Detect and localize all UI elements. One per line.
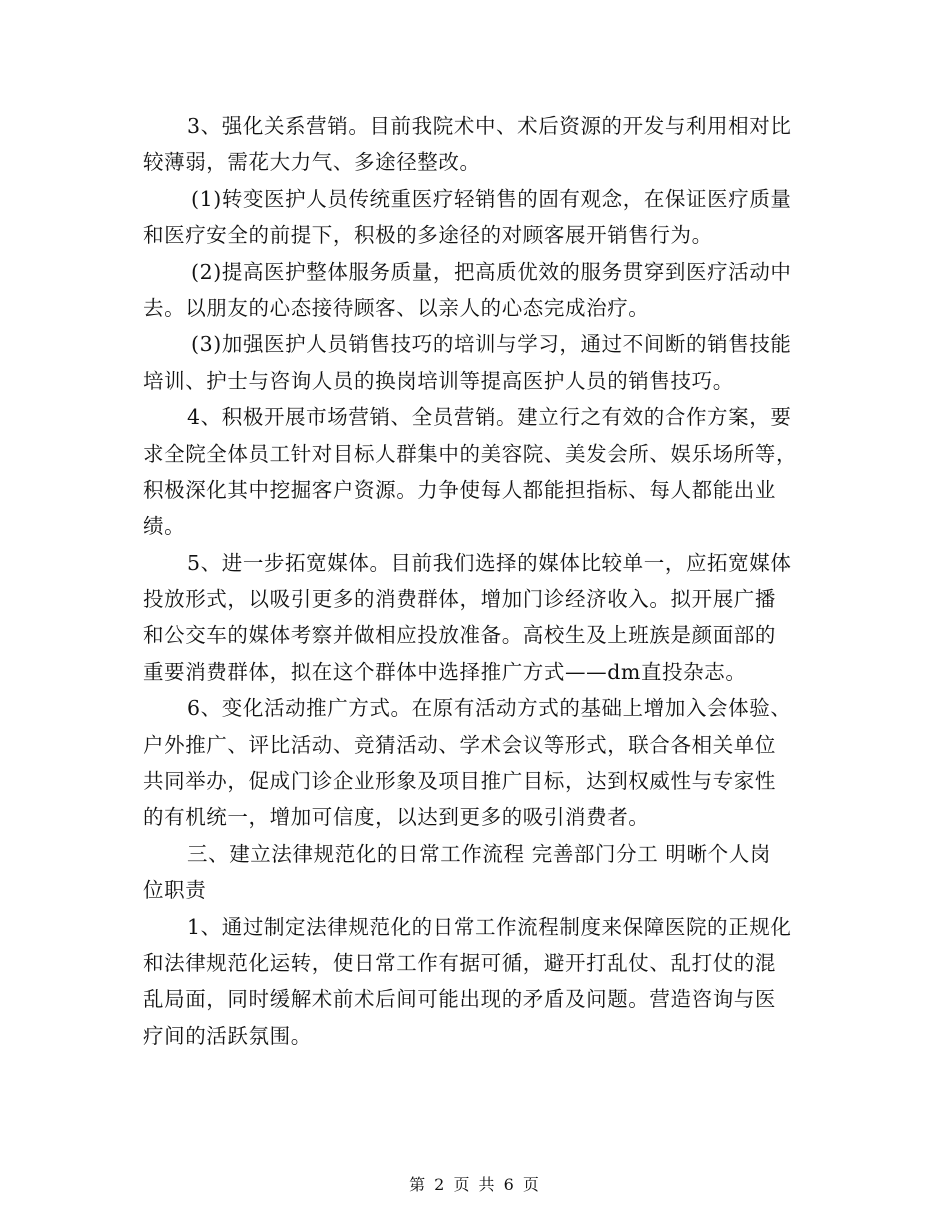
paragraph-line: 求全院全体员工针对目标人群集中的美容院、美发会所、娱乐场所等，	[143, 441, 798, 466]
paragraph-line: 乱局面，同时缓解术前术后间可能出现的矛盾及问题。营造咨询与医	[143, 987, 776, 1012]
paragraph-line: 较薄弱，需花大力气、多途径整改。	[143, 150, 481, 175]
paragraph-line: 积极深化其中挖掘客户资源。力争使每人都能担指标、每人都能出业	[143, 477, 776, 502]
paragraph-line: (2)提高医护整体服务质量，把高质优效的服务贯穿到医疗活动中	[191, 259, 792, 284]
paragraph-line: 绩。	[143, 514, 186, 539]
document-body	[143, 108, 807, 1054]
page-number-footer: 第 2 页 共 6 页	[409, 1175, 541, 1194]
paragraph-line: 户外推广、评比活动、竞猜活动、学术会议等形式，联合各相关单位	[143, 732, 776, 757]
paragraph-line: 的有机统一，增加可信度，以达到更多的吸引消费者。	[143, 805, 650, 830]
paragraph-line: 投放形式，以吸引更多的消费群体，增加门诊经济收入。拟开展广播	[143, 587, 776, 612]
paragraph-line: 1、通过制定法律规范化的日常工作流程制度来保障医院的正规化	[187, 914, 792, 939]
paragraph-line: (3)加强医护人员销售技巧的培训与学习，通过不间断的销售技能	[191, 332, 792, 357]
paragraph-line: (1)转变医护人员传统重医疗轻销售的固有观念，在保证医疗质量	[191, 186, 792, 211]
section-heading-line: 三、建立法律规范化的日常工作流程 完善部门分工 明晰个人岗	[187, 841, 771, 866]
paragraph-line: 3、强化关系营销。目前我院术中、术后资源的开发与利用相对比	[187, 114, 792, 138]
paragraph-line: 和公交车的媒体考察并做相应投放准备。高校生及上班族是颜面部的	[143, 623, 776, 648]
paragraph-line: 重要消费群体，拟在这个群体中选择推广方式——dm直投杂志。	[143, 659, 747, 684]
paragraph-line: 共同举办，促成门诊企业形象及项目推广目标，达到权威性与专家性	[143, 769, 776, 794]
paragraph-line: 培训、护士与咨询人员的换岗培训等提高医护人员的销售技巧。	[143, 368, 734, 393]
paragraph-line: 和法律规范化运转，使日常工作有据可循，避开打乱仗、乱打仗的混	[143, 950, 776, 975]
paragraph-line: 疗间的活跃氛围。	[143, 1023, 312, 1048]
paragraph-line: 和医疗安全的前提下，积极的多途径的对顾客展开销售行为。	[143, 223, 713, 248]
paragraph-line: 5、进一步拓宽媒体。目前我们选择的媒体比较单一，应拓宽媒体	[187, 550, 792, 575]
paragraph-line: 4、积极开展市场营销、全员营销。建立行之有效的合作方案，要	[187, 405, 792, 430]
paragraph-line: 6、变化活动推广方式。在原有活动方式的基础上增加入会体验、	[187, 696, 792, 721]
paragraph-line: 去。以朋友的心态接待顾客、以亲人的心态完成治疗。	[143, 295, 650, 320]
section-heading-line: 位职责	[143, 878, 207, 903]
